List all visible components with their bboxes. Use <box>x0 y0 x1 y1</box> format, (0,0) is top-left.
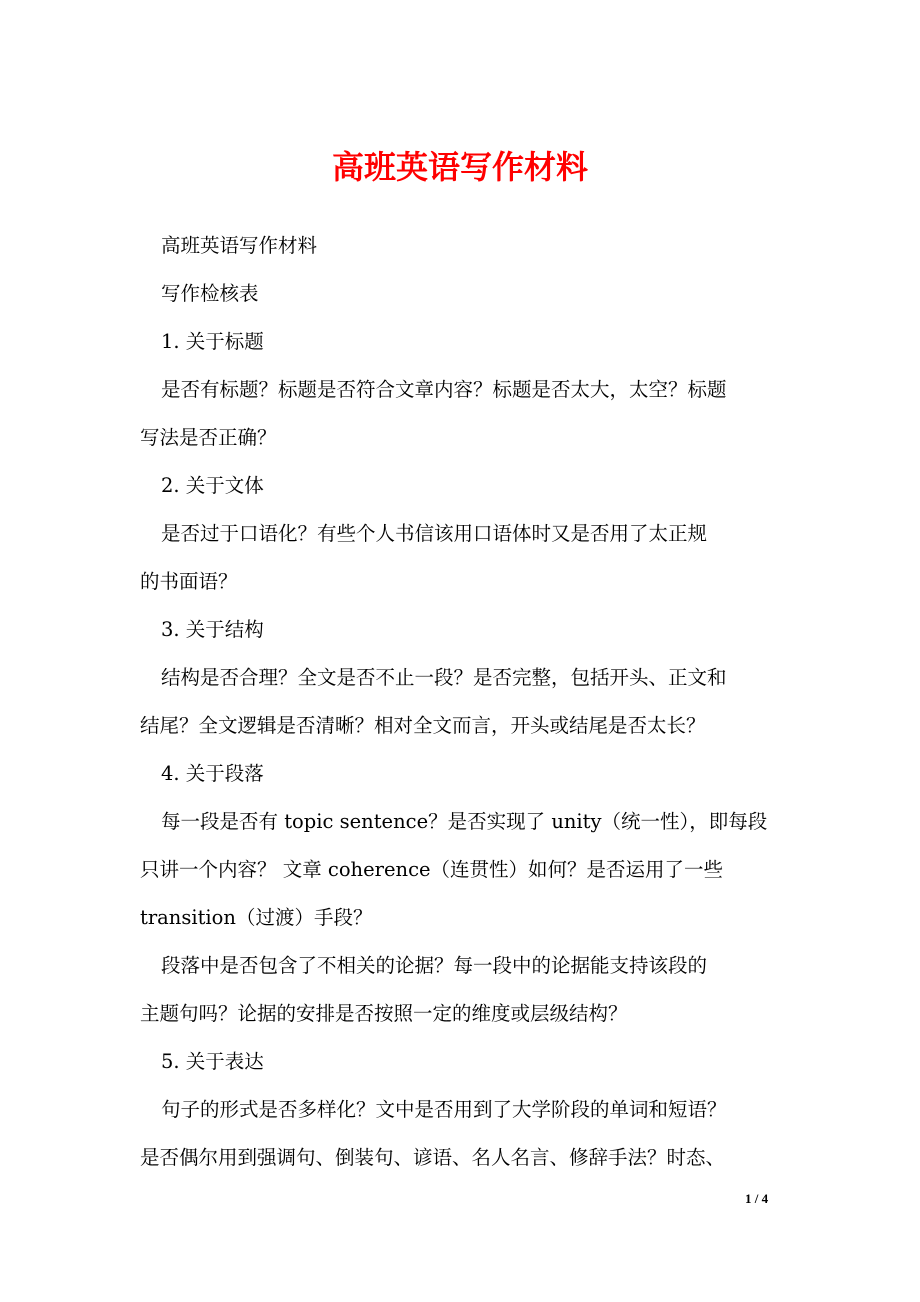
section-heading: 3. 关于结构 <box>161 618 264 641</box>
section-heading: 1. 关于标题 <box>161 330 264 353</box>
paragraph-line: 结尾？全文逻辑是否清晰？相对全文而言，开头或结尾是否太长？ <box>140 714 706 737</box>
section-heading: 2. 关于文体 <box>161 474 264 497</box>
paragraph-line: 只讲一个内容？ 文章 coherence（连贯性）如何？是否运用了一些 <box>140 858 724 881</box>
section-heading: 4. 关于段落 <box>161 762 264 785</box>
paragraph-line: 句子的形式是否多样化？文中是否用到了大学阶段的单词和短语？ <box>161 1098 727 1121</box>
paragraph-line: 是否偶尔用到强调句、倒装句、谚语、名人名言、修辞手法？时态、 <box>140 1146 726 1169</box>
paragraph-line: 主题句吗？论据的安排是否按照一定的维度或层级结构？ <box>140 1002 628 1025</box>
paragraph-line: 写作检核表 <box>161 282 259 305</box>
paragraph-line: 结构是否合理？全文是否不止一段？是否完整，包括开头、正文和 <box>161 666 727 689</box>
document-title: 高班英语写作材料 <box>331 148 588 186</box>
paragraph-line: 高班英语写作材料 <box>161 234 318 257</box>
paragraph-line: transition（过渡）手段？ <box>140 906 373 929</box>
paragraph-line: 的书面语？ <box>140 570 238 593</box>
paragraph-line: 段落中是否包含了不相关的论据？每一段中的论据能支持该段的 <box>161 954 708 977</box>
document-body <box>140 222 790 1182</box>
paragraph-line: 写法是否正确？ <box>140 426 277 449</box>
page-number: 1 / 4 <box>745 1191 769 1206</box>
paragraph-line: 每一段是否有 topic sentence？是否实现了 unity（统一性），即每段 <box>161 810 768 833</box>
paragraph-line: 是否有标题？标题是否符合文章内容？标题是否太大，太空？标题 <box>161 378 727 401</box>
paragraph-line: 是否过于口语化？有些个人书信该用口语体时又是否用了太正规 <box>161 522 708 545</box>
section-heading: 5. 关于表达 <box>161 1050 264 1073</box>
